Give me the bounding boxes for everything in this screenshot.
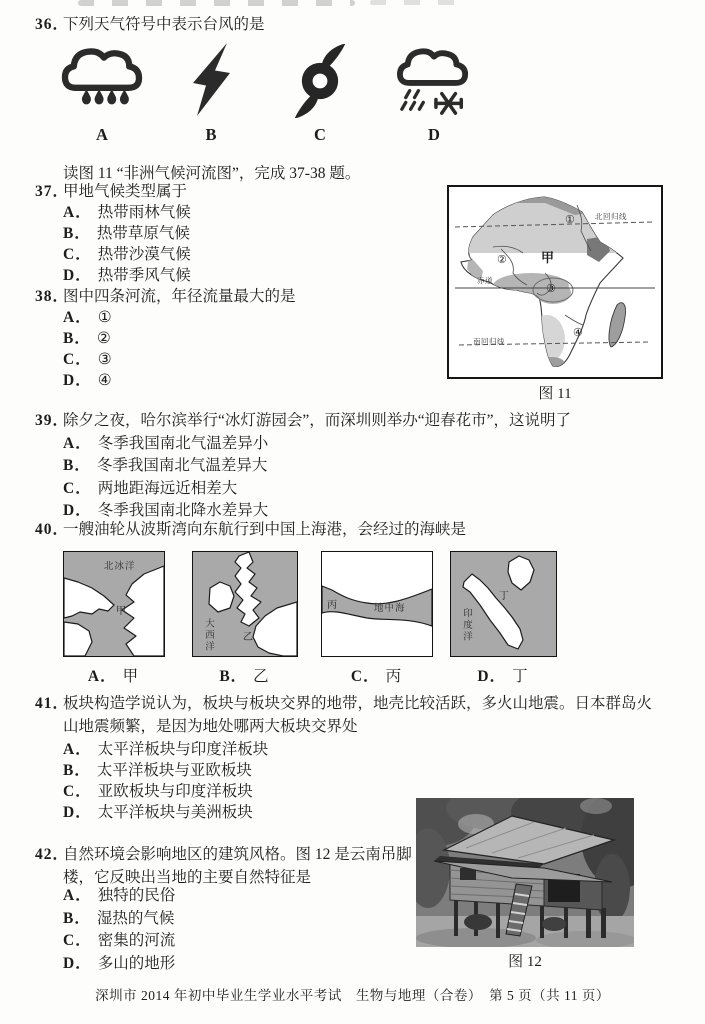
option-row: C． 亚欧板块与印度洋板块 xyxy=(63,783,253,800)
sleet-icon xyxy=(390,44,478,118)
question-38 xyxy=(0,286,440,307)
figure11-africa-map xyxy=(447,185,663,379)
option-row: D． ④ xyxy=(63,372,112,389)
figure12-stilt-house-photo xyxy=(416,798,634,947)
question-number: 36． xyxy=(35,16,70,33)
question-36 xyxy=(0,14,705,35)
option-row: C． 热带沙漠气候 xyxy=(63,246,191,263)
equator-label: 赤道 xyxy=(477,276,493,285)
question-37 xyxy=(0,181,440,202)
heavy-rain-icon xyxy=(58,44,146,118)
question-number: 40． xyxy=(35,521,70,538)
question-39 xyxy=(0,410,705,523)
question-number: 38． xyxy=(35,288,70,305)
river-4-marker: ④ xyxy=(573,327,583,339)
question-stem: 板块构造学说认为，板块与板块交界的地带，地壳比较活跃，多火山地震。日本群岛火山地震频繁，是因为地处哪两大板块交界处 xyxy=(63,695,653,735)
option-row: A． 独特的民俗 xyxy=(63,887,176,904)
question-37-38-block xyxy=(0,181,440,391)
figure12-caption: 图 12 xyxy=(508,954,542,970)
option-label: B xyxy=(205,125,217,144)
question-number: 42． xyxy=(35,846,70,863)
strait-mark-yi: 乙 xyxy=(243,632,253,643)
strait-panel-yi xyxy=(192,551,298,657)
typhoon-icon xyxy=(286,44,354,118)
option-row: B． 冬季我国南北气温差异大 xyxy=(63,457,268,474)
question-number: 39． xyxy=(35,412,70,429)
question-number: 41． xyxy=(35,695,70,712)
option-row: A． 冬季我国南北气温差异小 xyxy=(63,434,269,452)
river-2-marker: ② xyxy=(497,254,507,266)
mediterranean-label: 地中海 xyxy=(374,604,406,614)
lightning-icon xyxy=(180,42,242,118)
question-stem: 一艘油轮从波斯湾向东航行到中国上海港，会经过的海峡是 xyxy=(63,521,467,538)
strait-panel-ding xyxy=(450,551,557,657)
river-3-marker: ③ xyxy=(546,283,556,295)
strait-panel-jia xyxy=(63,551,165,657)
indian-ocean-label: 印度洋 xyxy=(461,608,471,643)
question-stem: 除夕之夜，哈尔滨举行“冰灯游园会”，而深圳则举办“迎春花市”，这说明了 xyxy=(63,412,572,429)
question-40 xyxy=(0,519,705,540)
panel-caption-b: B． 乙 xyxy=(219,668,269,685)
weather-option-a xyxy=(58,44,146,145)
option-row: D． 冬季我国南北降水差异大 xyxy=(63,502,269,519)
option-row: C． 两地距海远近相差大 xyxy=(63,479,238,497)
question-41 xyxy=(0,692,705,738)
question-stem: 自然环境会影响地区的建筑风格。图 12 是云南吊脚楼，它反映出当地的主要自然特征是 xyxy=(63,846,412,886)
region-jia-label: 甲 xyxy=(541,250,555,265)
question-stem: 下列天气符号中表示台风的是 xyxy=(63,16,265,33)
question-42-options xyxy=(0,885,440,975)
weather-option-d xyxy=(390,44,478,145)
panel-caption-d: D． 丁 xyxy=(477,668,528,685)
question-stem: 图中四条河流，年径流量最大的是 xyxy=(63,288,296,305)
weather-option-b xyxy=(180,42,242,145)
strait-mark-jia: 甲 xyxy=(116,606,126,617)
option-row: B． ② xyxy=(63,330,111,347)
panel-caption-a: A． 甲 xyxy=(87,668,139,685)
strait-panel-bing xyxy=(321,551,433,657)
river-1-marker: ① xyxy=(565,214,575,226)
strait-mark-bing: 丙 xyxy=(327,600,337,611)
option-row: B． 湿热的气候 xyxy=(63,909,175,927)
weather-option-c xyxy=(286,44,354,145)
option-row: A． ① xyxy=(63,309,112,326)
option-row: C． 密集的河流 xyxy=(63,932,176,949)
scan-artifact xyxy=(370,0,460,5)
question-number: 37． xyxy=(35,183,70,200)
figure11-instruction: 读图 11 “非洲气候河流图”，完成 37-38 题。 xyxy=(63,165,361,182)
page-footer: 深圳市 2014 年初中毕业生学业水平考试 生物与地理（合卷） 第 5 页（共 11 页） xyxy=(95,988,610,1003)
tropic-of-capricorn-label: 南回归线 xyxy=(473,337,505,346)
option-row: C． ③ xyxy=(63,351,112,368)
option-row: B． 热带草原气候 xyxy=(63,225,190,242)
option-label: A xyxy=(96,125,108,144)
option-row: B． 太平洋板块与亚欧板块 xyxy=(63,762,252,779)
option-label: D xyxy=(428,125,440,144)
panel-caption-c: C． 丙 xyxy=(350,668,402,685)
option-label: C xyxy=(314,125,326,144)
scan-artifact xyxy=(78,0,355,6)
option-row: D． 太平洋板块与美洲板块 xyxy=(63,804,253,821)
option-row: A． 太平洋板块与印度洋板块 xyxy=(63,741,269,758)
option-row: A． 热带雨林气候 xyxy=(63,204,191,221)
arctic-ocean-label: 北冰洋 xyxy=(104,562,136,572)
tropic-of-cancer-label: 北回归线 xyxy=(595,212,627,221)
option-row: D． 多山的地形 xyxy=(63,954,176,972)
strait-mark-ding: 丁 xyxy=(499,591,509,602)
atlantic-ocean-label: 大西洋 xyxy=(203,618,213,653)
question-stem: 甲地气候类型属于 xyxy=(63,183,188,200)
option-row: D． 热带季风气候 xyxy=(63,267,191,284)
figure11-caption: 图 11 xyxy=(538,386,572,402)
